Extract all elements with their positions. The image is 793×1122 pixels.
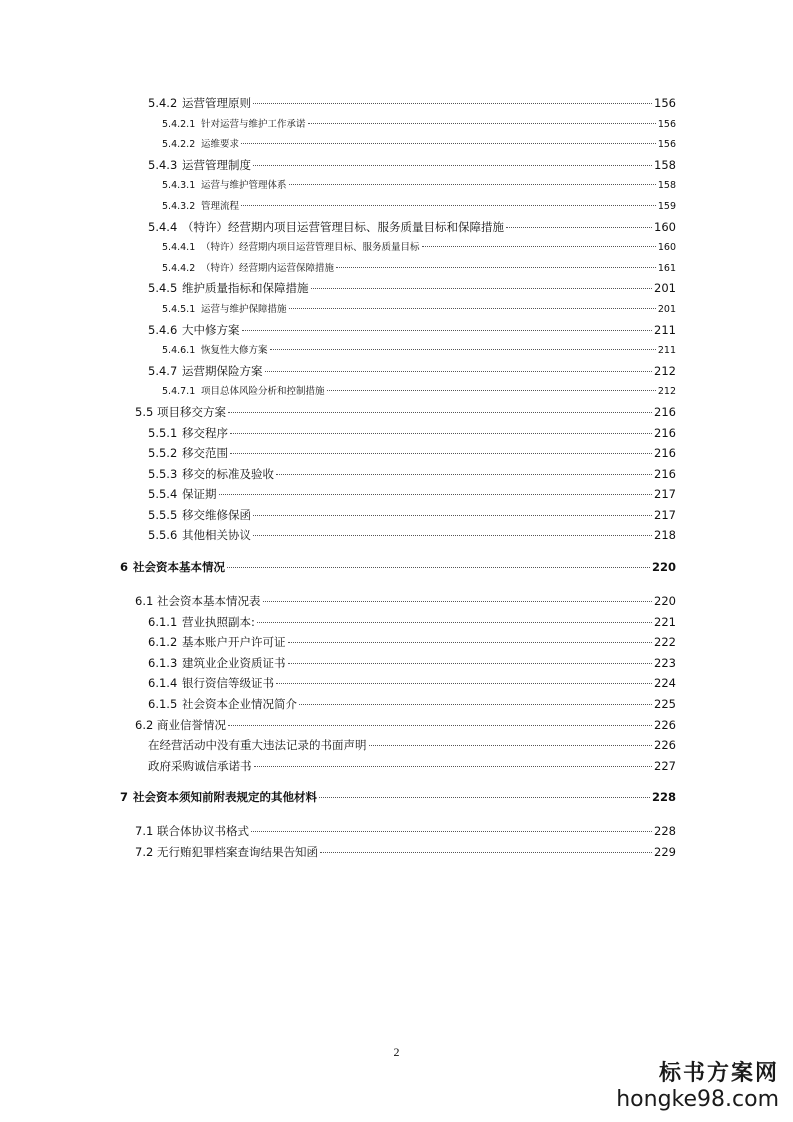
toc-entry[interactable]: [0, 404, 793, 425]
toc-entry[interactable]: [0, 260, 793, 281]
toc-number: 7.1: [135, 824, 154, 839]
toc-page: 228: [651, 790, 676, 805]
toc-number: 5.5.6: [148, 528, 178, 543]
toc-title: 银行资信等级证书: [182, 676, 274, 691]
toc-entry[interactable]: [0, 363, 793, 384]
toc-number: 6.1.1: [148, 614, 178, 629]
toc-leader: [241, 205, 656, 206]
toc-number: 5.5.3: [148, 466, 178, 481]
toc-page: 221: [654, 614, 676, 629]
toc-leader: [228, 412, 652, 413]
toc-entry[interactable]: [0, 559, 793, 582]
toc-leader: [270, 349, 656, 350]
toc-entry[interactable]: [0, 758, 793, 779]
toc-leader: [289, 308, 656, 309]
toc-number: 5.4.2: [148, 96, 178, 110]
toc-entry[interactable]: [0, 383, 793, 404]
toc-page: 216: [654, 425, 676, 440]
toc-page: 216: [654, 446, 676, 461]
toc-page: 216: [654, 466, 676, 481]
toc-entry[interactable]: [0, 823, 793, 844]
toc-leader: [276, 683, 652, 684]
toc-title: 其他相关协议: [182, 528, 251, 543]
section-gap: [0, 548, 793, 559]
toc-page: 160: [657, 242, 676, 254]
toc-leader: [254, 766, 653, 767]
toc-page: 226: [654, 717, 676, 732]
toc-page: 222: [654, 635, 676, 650]
toc-entry[interactable]: [0, 198, 793, 219]
toc-title: 运维要求: [201, 139, 240, 151]
toc-leader: [289, 184, 656, 185]
toc-page: 220: [651, 560, 676, 575]
toc-number: 7: [120, 790, 129, 805]
toc-leader: [506, 227, 652, 228]
toc-entry[interactable]: [0, 634, 793, 655]
toc-page: 217: [654, 487, 676, 502]
toc-entry[interactable]: [0, 717, 793, 738]
toc-leader: [253, 103, 652, 104]
toc-page: 226: [654, 738, 676, 753]
toc-entry[interactable]: [0, 239, 793, 260]
toc-title: （特许）经营期内项目运营管理目标、服务质量目标: [201, 242, 420, 254]
toc-title: 针对运营与维护工作承诺: [201, 118, 306, 130]
toc-title: 项目总体风险分析和控制措施: [201, 386, 325, 398]
toc-title: 建筑业企业资质证书: [182, 655, 286, 670]
toc-leader: [230, 433, 652, 434]
toc-leader: [253, 535, 652, 536]
toc-leader: [227, 567, 650, 568]
toc-title: 社会资本须知前附表规定的其他材料: [133, 790, 317, 805]
toc-leader: [251, 831, 652, 832]
toc-entry[interactable]: [0, 136, 793, 157]
toc-page: 224: [654, 676, 676, 691]
toc-leader: [369, 745, 653, 746]
toc-entry[interactable]: [0, 844, 793, 865]
toc-number: 5.4.4.2: [162, 262, 196, 274]
section-gap: [0, 778, 793, 789]
section-gap: [0, 582, 793, 593]
toc-number: 6.1.3: [148, 655, 178, 670]
toc-page: 158: [657, 180, 676, 192]
toc-title: 管理流程: [201, 200, 240, 212]
toc-page: 223: [654, 655, 676, 670]
toc-number: 5.4.5.1: [162, 303, 196, 315]
section-gap: [0, 812, 793, 823]
toc-title: 维护质量指标和保障措施: [182, 281, 309, 296]
toc-title: 在经营活动中没有重大违法记录的书面声明: [148, 738, 367, 753]
toc-page: 156: [654, 96, 676, 110]
toc-entry[interactable]: [0, 655, 793, 676]
toc-title: 运营管理原则: [182, 96, 251, 110]
toc-leader: [299, 704, 652, 705]
toc-number: 5.4.3.1: [162, 180, 196, 192]
toc-number: 5.5.5: [148, 507, 178, 522]
toc-page: 220: [654, 594, 676, 609]
toc-entry[interactable]: [0, 737, 793, 758]
toc-entry[interactable]: [0, 322, 793, 343]
toc-page: 156: [657, 118, 676, 130]
toc-page: 228: [654, 824, 676, 839]
toc-leader: [241, 143, 656, 144]
toc-page: 218: [654, 528, 676, 543]
toc-title: 社会资本基本情况: [133, 560, 225, 575]
toc-entry[interactable]: [0, 157, 793, 178]
toc-leader: [422, 246, 656, 247]
toc-entry[interactable]: [0, 614, 793, 635]
toc-number: 5.4.3.2: [162, 200, 196, 212]
toc-number: 5.4.2.1: [162, 118, 196, 130]
toc-leader: [276, 474, 652, 475]
toc-title: 运营与维护保障措施: [201, 303, 287, 315]
toc-title: 营业执照副本:: [182, 614, 255, 629]
toc-leader: [257, 622, 652, 623]
toc-title: 政府采购诚信承诺书: [148, 758, 252, 773]
toc-number: 5.5.1: [148, 425, 178, 440]
toc-leader: [265, 371, 653, 372]
toc-page: 160: [654, 219, 676, 234]
toc-title: 大中修方案: [182, 322, 240, 337]
toc-number: 6: [120, 560, 129, 575]
toc-title: 移交维修保函: [182, 507, 251, 522]
toc-title: 运营期保险方案: [182, 363, 263, 378]
toc-page: 229: [654, 845, 676, 859]
toc-number: 5.5.2: [148, 446, 178, 461]
toc-entry[interactable]: [0, 445, 793, 466]
toc-number: 6.2: [135, 717, 154, 732]
toc-number: 5.4.4.1: [162, 242, 196, 254]
toc-page: 212: [657, 386, 676, 398]
toc-page: 216: [654, 404, 676, 419]
toc-page: 201: [654, 281, 676, 296]
toc-title: 社会资本基本情况表: [157, 594, 261, 609]
toc-number: 7.2: [135, 845, 154, 859]
toc-leader: [319, 797, 650, 798]
toc-leader: [219, 494, 653, 495]
toc-leader: [228, 725, 652, 726]
toc-page: 212: [654, 363, 676, 378]
toc-page: 227: [654, 758, 676, 773]
toc-page: 225: [654, 697, 676, 712]
toc-title: 联合体协议书格式: [157, 824, 249, 839]
toc-number: 5.4.2.2: [162, 139, 196, 151]
toc-entry[interactable]: [0, 177, 793, 198]
toc-entry[interactable]: [0, 507, 793, 528]
toc-title: 无行贿犯罪档案查询结果告知函: [157, 845, 318, 859]
toc-leader: [336, 267, 656, 268]
watermark-logo: [616, 1056, 779, 1112]
watermark-en: hongke98.com: [616, 1087, 779, 1112]
toc-number: 6.1: [135, 594, 154, 609]
toc-entry[interactable]: [0, 675, 793, 696]
toc-page: 217: [654, 507, 676, 522]
toc-number: 5.4.3: [148, 157, 178, 172]
toc-title: 恢复性大修方案: [201, 345, 268, 357]
page-number: 2: [393, 1045, 400, 1059]
table-of-contents: [0, 95, 793, 865]
toc-page: 156: [657, 139, 676, 151]
toc-number: 5.4.5: [148, 281, 178, 296]
toc-leader: [327, 390, 656, 391]
toc-number: 6.1.2: [148, 635, 178, 650]
toc-number: 5.5.4: [148, 487, 178, 502]
toc-title: 移交范围: [182, 446, 228, 461]
toc-page: 158: [654, 157, 676, 172]
toc-leader: [253, 165, 652, 166]
toc-title: 基本账户开户许可证: [182, 635, 286, 650]
toc-number: 5.4.4: [148, 219, 178, 234]
toc-number: 6.1.5: [148, 697, 178, 712]
toc-entry[interactable]: [0, 342, 793, 363]
toc-leader: [288, 642, 653, 643]
toc-page: 211: [657, 345, 676, 357]
toc-title: 移交的标准及验收: [182, 466, 274, 481]
toc-entry[interactable]: [0, 593, 793, 614]
toc-title: （特许）经营期内运营保障措施: [201, 262, 335, 274]
toc-leader: [320, 852, 652, 853]
toc-title: 移交程序: [182, 425, 228, 440]
toc-title: 社会资本企业情况简介: [182, 697, 297, 712]
toc-page: 161: [657, 262, 676, 274]
toc-title: （特许）经营期内项目运营管理目标、服务质量目标和保障措施: [182, 219, 504, 234]
toc-title: 运营与维护管理体系: [201, 180, 287, 192]
toc-leader: [263, 601, 653, 602]
toc-entry[interactable]: [0, 116, 793, 137]
toc-title: 项目移交方案: [157, 404, 226, 419]
watermark-cn: 标书方案网: [658, 1060, 779, 1086]
toc-entry[interactable]: [0, 425, 793, 446]
toc-entry[interactable]: [0, 301, 793, 322]
toc-entry[interactable]: [0, 486, 793, 507]
toc-number: 5.4.7: [148, 363, 178, 378]
toc-title: 保证期: [182, 487, 217, 502]
toc-number: 5.4.6.1: [162, 345, 196, 357]
toc-leader: [242, 330, 653, 331]
toc-leader: [253, 515, 652, 516]
toc-page: 159: [657, 200, 676, 212]
toc-page: 201: [657, 303, 676, 315]
toc-page: 211: [654, 322, 676, 337]
toc-title: 商业信誉情况: [157, 717, 226, 732]
toc-number: 5.4.7.1: [162, 386, 196, 398]
toc-entry[interactable]: [0, 696, 793, 717]
toc-number: 5.5: [135, 404, 154, 419]
toc-title: 运营管理制度: [182, 157, 251, 172]
toc-entry[interactable]: [0, 280, 793, 301]
toc-entry[interactable]: [0, 466, 793, 487]
toc-leader: [230, 453, 652, 454]
toc-number: 5.4.6: [148, 322, 178, 337]
toc-leader: [288, 663, 653, 664]
toc-leader: [311, 288, 653, 289]
toc-entry[interactable]: [0, 219, 793, 240]
toc-leader: [308, 123, 656, 124]
toc-entry[interactable]: [0, 789, 793, 812]
toc-entry[interactable]: [0, 95, 793, 116]
toc-entry[interactable]: [0, 527, 793, 548]
toc-number: 6.1.4: [148, 676, 178, 691]
